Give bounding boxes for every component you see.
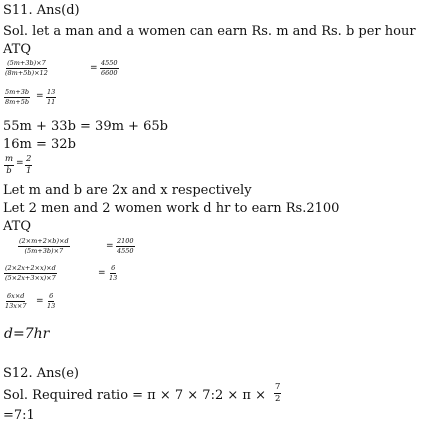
atq-label-2: ATQ — [3, 219, 32, 234]
s12-fraction — [274, 383, 281, 403]
eq2-lhs-numerator: 5m+3b — [5, 88, 30, 96]
let-line-2: Let 2 men and 2 women work d hr to earn Rs.2100 — [3, 201, 340, 216]
eq8-rhs-numerator: 6 — [49, 292, 54, 300]
eq1-lhs-fraction — [4, 60, 49, 76]
eq2-rhs-numerator: 13 — [47, 88, 56, 96]
eq6-lhs-fraction — [18, 238, 70, 254]
eq5-lhs-numerator: m — [5, 154, 14, 164]
eq1-equals: = — [90, 63, 98, 73]
eq7-lhs-denominator: (5×2x+3×x)×7 — [5, 273, 56, 282]
eq8-lhs-denominator: 13x×7 — [5, 301, 27, 310]
eq8-rhs-denominator: 13 — [47, 301, 56, 310]
eq7-lhs-numerator: (2×2x+2×x)×d — [5, 264, 56, 272]
eq8-lhs-numerator: 6x×d — [7, 292, 25, 300]
eq1-lhs-denominator: (8m+5b)×12 — [5, 68, 48, 77]
eq3-line: 55m + 33b = 39m + 65b — [3, 119, 168, 134]
eq7-equals: = — [98, 268, 106, 278]
eq2-rhs-denominator: 11 — [47, 97, 56, 106]
eq7-rhs-numerator: 6 — [111, 264, 116, 272]
atq-label-1: ATQ — [3, 42, 32, 57]
eq2-equals: = — [36, 91, 44, 101]
eq4-line: 16m = 32b — [3, 137, 76, 152]
eq2-rhs-fraction — [46, 89, 56, 105]
eq5-rhs-denominator: 1 — [26, 165, 32, 176]
eq1-rhs-fraction — [100, 60, 119, 76]
s12-fraction-denominator: 2 — [275, 393, 281, 404]
s12-fraction-numerator: 7 — [275, 382, 281, 392]
s12-solution-line: Sol. Required ratio = π × 7 × 7:2 × π × — [3, 388, 266, 403]
eq5-equals: = — [16, 158, 24, 168]
eq8-lhs-fraction — [4, 293, 28, 309]
eq6-rhs-denominator: 4550 — [117, 246, 134, 255]
eq5-lhs-fraction — [4, 155, 14, 175]
eq7-rhs-denominator: 13 — [109, 273, 118, 282]
eq1-rhs-numerator: 4550 — [101, 59, 118, 67]
s12-result: =7:1 — [3, 408, 35, 423]
s11-heading: S11. Ans(d) — [3, 3, 80, 18]
eq6-lhs-numerator: (2×m+2×b)×d — [19, 237, 69, 245]
eq8-rhs-fraction — [46, 293, 56, 309]
eq2-lhs-fraction — [4, 89, 30, 105]
eq5-rhs-fraction — [25, 155, 32, 175]
eq6-lhs-denominator: (5m+3b)×7 — [24, 246, 64, 255]
eq6-equals: = — [106, 241, 114, 251]
eq7-rhs-fraction — [108, 265, 118, 281]
let-line-1: Let m and b are 2x and x respectively — [3, 183, 252, 198]
eq1-lhs-numerator: (5m+3b)×7 — [7, 59, 46, 67]
eq5-lhs-denominator: b — [6, 165, 12, 176]
eq1-rhs-denominator: 6600 — [101, 68, 118, 77]
eq6-rhs-numerator: 2100 — [117, 237, 134, 245]
eq7-lhs-fraction — [4, 265, 57, 281]
eq8-equals: = — [36, 296, 44, 306]
eq5-rhs-numerator: 2 — [26, 154, 32, 164]
s11-solution-line: Sol. let a man and a women can earn Rs. m and Rs. b per hour — [3, 24, 416, 39]
eq6-rhs-fraction — [116, 238, 135, 254]
eq9-result: d=7hr — [4, 326, 50, 342]
s12-heading: S12. Ans(e) — [3, 366, 79, 381]
eq2-lhs-denominator: 8m+5b — [5, 97, 30, 106]
